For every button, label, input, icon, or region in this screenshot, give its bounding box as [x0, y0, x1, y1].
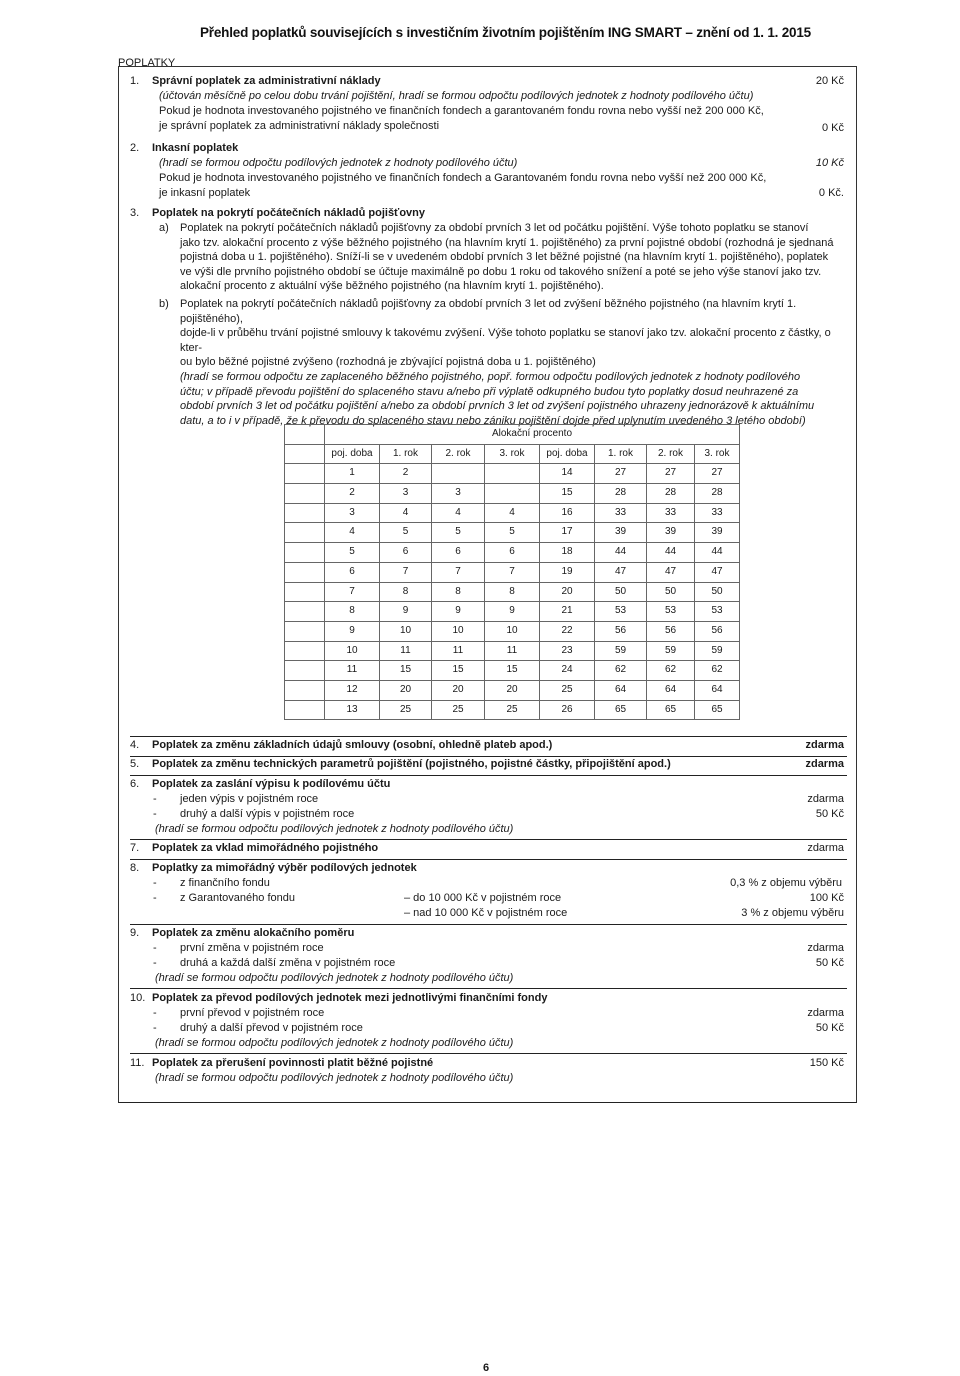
- table-cell: 6: [432, 543, 485, 563]
- table-cell: 16: [540, 503, 595, 523]
- table-cell: 22: [540, 621, 595, 641]
- table-cell: 39: [595, 523, 647, 543]
- item-2-amount-2: 0 Kč.: [818, 187, 844, 199]
- table-cell: 10: [325, 641, 380, 661]
- table-cell: 3: [432, 484, 485, 504]
- table-cell: 44: [647, 543, 695, 563]
- table-cell: 62: [647, 661, 695, 681]
- table-spacer-cell: [285, 543, 325, 563]
- table-cell: 59: [595, 641, 647, 661]
- item-2-note: (hradí se formou odpočtu podílových jednotek z hodnoty podílového účtu): [159, 157, 518, 169]
- table-cell: 7: [380, 562, 432, 582]
- table-cell: 27: [647, 464, 695, 484]
- table-header-row: [285, 444, 740, 464]
- item-9: [130, 926, 354, 941]
- item-10-note: (hradí se formou odpočtu podílových jednotek z hodnoty podílového účtu): [155, 1037, 514, 1049]
- sub-item-amount: zdarma: [807, 942, 844, 954]
- table-cell: 9: [325, 621, 380, 641]
- table-cell: 15: [540, 484, 595, 504]
- table-cell: 9: [380, 602, 432, 622]
- table-cell: 20: [432, 680, 485, 700]
- item-6-note: (hradí se formou odpočtu podílových jednotek z hodnoty podílového účtu): [155, 823, 514, 835]
- item-11-note: (hradí se formou odpočtu podílových jednotek z hodnoty podílového účtu): [155, 1072, 514, 1084]
- text-line: účtu; v případě převodu pojištění do splaceného stavu a/nebo při výplatě odkupného budou tyto poplatky dosud neuhrazené za: [180, 385, 799, 398]
- sub-item-tier: – do 10 000 Kč v pojistném roce: [404, 892, 562, 904]
- separator: [130, 736, 847, 737]
- table-cell: 25: [485, 700, 540, 720]
- table-cell: 47: [647, 562, 695, 582]
- table-cell: 20: [485, 680, 540, 700]
- table-spacer-cell: [285, 661, 325, 681]
- item-7-amount: zdarma: [807, 842, 844, 854]
- table-cell: 59: [695, 641, 740, 661]
- table-cell: 12: [325, 680, 380, 700]
- table-cell: 17: [540, 523, 595, 543]
- table-cell: 8: [380, 582, 432, 602]
- text-line: období prvních 3 let od počátku pojištění a/nebo za období prvních 3 let od zvýšení pojistného uhrazeny jednorázově k aktuálnímu: [180, 400, 815, 413]
- table-cell: 27: [595, 464, 647, 484]
- item-title: Poplatek na pokrytí počátečních nákladů pojišťovny: [152, 207, 426, 219]
- text-line: Poplatek na pokrytí počátečních nákladů pojišťovny za období prvních 3 let od zvýšení běžného pojistného (na hlavním krytí 1. pojištěného),: [180, 298, 797, 325]
- item-number: 2.: [130, 142, 140, 154]
- item-number: 1.: [130, 75, 140, 87]
- section-title: POPLATKY: [118, 57, 176, 69]
- table-row: [285, 484, 740, 504]
- table-header-cell: 3. rok: [485, 444, 540, 464]
- table-cell: 8: [325, 602, 380, 622]
- document-header: Přehled poplatků souvisejících s investičním životním pojištěním ING SMART – znění od 1. 1. 2015: [200, 25, 811, 40]
- table-spacer-cell: [285, 464, 325, 484]
- table-spacer-cell: [285, 602, 325, 622]
- table-cell: 7: [432, 562, 485, 582]
- table-cell: 33: [595, 503, 647, 523]
- table-spacer-cell: [285, 582, 325, 602]
- item-1-text: je správní poplatek za administrativní náklady společnosti: [159, 120, 440, 132]
- separator: [130, 775, 847, 776]
- item-5: [130, 757, 671, 772]
- separator: [130, 924, 847, 925]
- item-number: 4.: [130, 739, 140, 751]
- item-title: Poplatek za změnu alokačního poměru: [152, 927, 355, 939]
- table-cell: 2: [380, 464, 432, 484]
- sub-item-amount: 50 Kč: [815, 957, 844, 969]
- table-cell: 19: [540, 562, 595, 582]
- table-cell: 3: [325, 503, 380, 523]
- item-1: [130, 74, 381, 89]
- table-cell: 10: [485, 621, 540, 641]
- table-cell: [432, 464, 485, 484]
- item-7: [130, 841, 378, 856]
- text-line: pojistná doba u 1. pojištěného). Sníží-li se v uvedeném období prvních 3 let běžné pojistné (na hlavním krytí 1. pojištěného), poplatek: [180, 251, 829, 264]
- table-cell: 7: [325, 582, 380, 602]
- table-row: [285, 661, 740, 681]
- table-cell: 15: [485, 661, 540, 681]
- item-3: [130, 206, 425, 221]
- table-header-cell: 2. rok: [432, 444, 485, 464]
- table-cell: 11: [485, 641, 540, 661]
- separator: [130, 839, 847, 840]
- text-line: ou bylo běžné pojistné zvýšeno (rozhodná je zbývající pojistná doba u 1. pojištěného): [180, 356, 596, 369]
- text-line: alokační procento z aktuální výše běžného pojistného (na hlavním krytí 1. pojištěného).: [180, 280, 604, 293]
- sub-item-amount: 0,3 % z objemu výběru: [730, 877, 842, 889]
- table-cell: 62: [595, 661, 647, 681]
- table-cell: 11: [432, 641, 485, 661]
- item-2-text: Pokud je hodnota investovaného pojistného ve finančních fondech a Garantovaném fondu rovna nebo vyšší než 200 000 Kč,: [159, 172, 767, 184]
- table-caption: Alokační procento: [325, 425, 740, 445]
- item-number: 5.: [130, 758, 140, 770]
- item-1-amount: 20 Kč: [815, 75, 844, 87]
- item-6: [130, 777, 390, 792]
- separator: [130, 988, 847, 989]
- item-11: [130, 1056, 433, 1071]
- table-cell: 28: [647, 484, 695, 504]
- sub-item: - druhý a další převod v pojistném roce: [153, 1022, 363, 1034]
- table-cell: 56: [595, 621, 647, 641]
- table-spacer-cell: [285, 562, 325, 582]
- table-row: [285, 464, 740, 484]
- table-caption-row: [285, 425, 740, 445]
- table-cell: 8: [432, 582, 485, 602]
- table-cell: 64: [595, 680, 647, 700]
- text-line: Poplatek na pokrytí počátečních nákladů pojišťovny za období prvních 3 let od počátku pojištění. Výše tohoto poplatku se stanoví: [180, 222, 809, 234]
- item-title: Poplatek za vklad mimořádného pojistného: [152, 842, 379, 854]
- sub-item: - jeden výpis v pojistném roce: [153, 793, 319, 805]
- item-1-note: (účtován měsíčně po celou dobu trvání pojištění, hradí se formou odpočtu podílových jednotek z hodnoty podílového účtu): [159, 90, 754, 102]
- item-number: 6.: [130, 778, 140, 790]
- table-row: [285, 562, 740, 582]
- separator: [130, 859, 847, 860]
- item-number: 9.: [130, 927, 140, 939]
- item-title: Poplatek za přerušení povinnosti platit běžné pojistné: [152, 1057, 434, 1069]
- table-cell: 15: [432, 661, 485, 681]
- item-title: Poplatek za změnu základních údajů smlouvy (osobní, ohledně plateb apod.): [152, 739, 553, 751]
- table-cell: 8: [485, 582, 540, 602]
- table-cell: 50: [647, 582, 695, 602]
- item-1-text: Pokud je hodnota investovaného pojistného ve finančních fondech a garantovaném fondu rovna nebo vyšší než 200 000 Kč,: [159, 105, 764, 117]
- table-cell: 27: [695, 464, 740, 484]
- item-2-amount: 10 Kč: [815, 157, 844, 169]
- table-header-cell: poj. doba: [325, 444, 380, 464]
- table-cell: 3: [380, 484, 432, 504]
- table-row: [285, 700, 740, 720]
- text-line: datu, a to i v případě, že k převodu do splaceného stavu nebo zániku pojištění dojde před uplynutím uvedeného 3 letého období): [180, 414, 806, 427]
- table-row: [285, 602, 740, 622]
- sub-item: - druhý a další výpis v pojistném roce: [153, 808, 355, 820]
- sub-item-amount: 100 Kč: [809, 892, 844, 904]
- sub-item: - první změna v pojistném roce: [153, 942, 324, 954]
- table-cell: 4: [432, 503, 485, 523]
- table-cell: [485, 464, 540, 484]
- table-header-cell: 1. rok: [380, 444, 432, 464]
- table-cell: 20: [540, 582, 595, 602]
- table-cell: 9: [485, 602, 540, 622]
- text-line: ve výši dle prvního pojistného období se účtuje maximálně po dobu 1 roku od takového snížení a poté se jeho výše stanoví jako tzv.: [180, 265, 822, 278]
- table-row: [285, 680, 740, 700]
- table-cell: 5: [485, 523, 540, 543]
- table-row: [285, 621, 740, 641]
- table-cell: 5: [380, 523, 432, 543]
- table-cell: 4: [380, 503, 432, 523]
- table-spacer-cell: [285, 484, 325, 504]
- item-3b-label: b): [159, 298, 169, 310]
- table-spacer-cell: [285, 444, 325, 464]
- table-row: [285, 543, 740, 563]
- item-title: Poplatky za mimořádný výběr podílových jednotek: [152, 862, 417, 874]
- table-cell: 33: [647, 503, 695, 523]
- table-cell: 47: [695, 562, 740, 582]
- table-header-cell: 2. rok: [647, 444, 695, 464]
- table-cell: 53: [695, 602, 740, 622]
- item-3b-text: [180, 297, 847, 428]
- table-cell: 50: [695, 582, 740, 602]
- item-title: Inkasní poplatek: [152, 142, 239, 154]
- table-cell: 50: [595, 582, 647, 602]
- table-cell: 18: [540, 543, 595, 563]
- sub-item-amount: zdarma: [807, 793, 844, 805]
- table-cell: 5: [325, 543, 380, 563]
- table-cell: 6: [485, 543, 540, 563]
- table-cell: 44: [595, 543, 647, 563]
- sub-item-amount: 50 Kč: [815, 808, 844, 820]
- item-number: 3.: [130, 207, 140, 219]
- table-cell: 56: [695, 621, 740, 641]
- item-2-text: je inkasní poplatek: [159, 187, 251, 199]
- table-cell: 24: [540, 661, 595, 681]
- table-cell: [485, 484, 540, 504]
- table-cell: 25: [380, 700, 432, 720]
- table-cell: 11: [380, 641, 432, 661]
- table-cell: 9: [432, 602, 485, 622]
- table-cell: 6: [325, 562, 380, 582]
- table-header-cell: poj. doba: [540, 444, 595, 464]
- sub-item-amount: 3 % z objemu výběru: [741, 907, 844, 919]
- text-line: (hradí se formou odpočtu ze zaplaceného běžného pojistného, popř. formou odpočtu podílových jednotek z hodnoty podílového: [180, 370, 801, 383]
- table-cell: 64: [647, 680, 695, 700]
- table-cell: 2: [325, 484, 380, 504]
- separator: [130, 1053, 847, 1054]
- table-cell: 33: [695, 503, 740, 523]
- table-cell: 15: [380, 661, 432, 681]
- text-line: jako tzv. alokační procento z výše běžného pojistného (na hlavním krytí 1. pojištěného) za první pojistné období (rozhodná je sjednaná: [180, 236, 834, 249]
- table-cell: 59: [647, 641, 695, 661]
- sub-item: - z Garantovaného fondu: [153, 892, 295, 904]
- table-cell: 11: [325, 661, 380, 681]
- table-cell: 4: [325, 523, 380, 543]
- item-title: Poplatek za zaslání výpisu k podílovému účtu: [152, 778, 391, 790]
- table-header-cell: 1. rok: [595, 444, 647, 464]
- table-cell: 53: [595, 602, 647, 622]
- item-5-amount: zdarma: [805, 758, 844, 770]
- item-3a-label: a): [159, 222, 169, 234]
- table-cell: 64: [695, 680, 740, 700]
- table-row: [285, 503, 740, 523]
- table-spacer-cell: [285, 523, 325, 543]
- table-cell: 6: [380, 543, 432, 563]
- table-cell: 53: [647, 602, 695, 622]
- text-line: dojde-li v průběhu trvání pojistné smlouvy k takovému zvýšení. Výše tohoto poplatku se stanoví jako tzv. alokační procento z částky, o kter-: [180, 327, 831, 354]
- table-cell: 65: [595, 700, 647, 720]
- item-10: [130, 991, 547, 1006]
- allocation-table: [284, 424, 740, 720]
- table-cell: 23: [540, 641, 595, 661]
- sub-item-amount: 50 Kč: [815, 1022, 844, 1034]
- table-row: [285, 641, 740, 661]
- sub-item-amount: zdarma: [807, 1007, 844, 1019]
- item-1-amount-2: 0 Kč: [821, 122, 844, 134]
- table-cell: 25: [540, 680, 595, 700]
- table-cell: 20: [380, 680, 432, 700]
- table-cell: 62: [695, 661, 740, 681]
- item-9-note: (hradí se formou odpočtu podílových jednotek z hodnoty podílového účtu): [155, 972, 514, 984]
- item-11-amount: 150 Kč: [809, 1057, 844, 1069]
- table-spacer-cell: [285, 700, 325, 720]
- page-number: 6: [483, 1362, 490, 1374]
- table-spacer-cell: [285, 680, 325, 700]
- item-number: 7.: [130, 842, 140, 854]
- table-cell: 28: [695, 484, 740, 504]
- item-title: Správní poplatek za administrativní náklady: [152, 75, 381, 87]
- table-cell: 10: [380, 621, 432, 641]
- item-number: 11.: [130, 1057, 145, 1069]
- table-spacer-cell: [285, 425, 325, 445]
- table-cell: 25: [432, 700, 485, 720]
- table-cell: 44: [695, 543, 740, 563]
- table-header-cell: 3. rok: [695, 444, 740, 464]
- sub-item: - první převod v pojistném roce: [153, 1007, 325, 1019]
- table-cell: 4: [485, 503, 540, 523]
- sub-item: - z finančního fondu: [153, 877, 270, 889]
- table-cell: 65: [647, 700, 695, 720]
- table-cell: 7: [485, 562, 540, 582]
- item-number: 8.: [130, 862, 140, 874]
- table-spacer-cell: [285, 503, 325, 523]
- table-cell: 47: [595, 562, 647, 582]
- table-row: [285, 582, 740, 602]
- table-cell: 39: [647, 523, 695, 543]
- table-cell: 21: [540, 602, 595, 622]
- table-cell: 13: [325, 700, 380, 720]
- item-title: Poplatek za převod podílových jednotek mezi jednotlivými finančními fondy: [152, 992, 548, 1004]
- table-cell: 65: [695, 700, 740, 720]
- table-cell: 5: [432, 523, 485, 543]
- sub-item-tier: – nad 10 000 Kč v pojistném roce: [404, 907, 568, 919]
- item-8: [130, 861, 417, 876]
- item-3a-text: [180, 221, 847, 294]
- sub-item: - druhá a každá další změna v pojistném roce: [153, 957, 396, 969]
- table-cell: 26: [540, 700, 595, 720]
- table-cell: 14: [540, 464, 595, 484]
- item-title: Poplatek za změnu technických parametrů pojištění (pojistného, pojistné částky, připojištění apod.): [152, 758, 671, 770]
- table-cell: 39: [695, 523, 740, 543]
- table-spacer-cell: [285, 621, 325, 641]
- table-cell: 56: [647, 621, 695, 641]
- item-4-amount: zdarma: [805, 739, 844, 751]
- item-2: [130, 141, 238, 156]
- item-number: 10.: [130, 992, 146, 1004]
- table-row: [285, 523, 740, 543]
- table-cell: 28: [595, 484, 647, 504]
- item-4: [130, 738, 552, 753]
- table-spacer-cell: [285, 641, 325, 661]
- table-cell: 10: [432, 621, 485, 641]
- table-cell: 1: [325, 464, 380, 484]
